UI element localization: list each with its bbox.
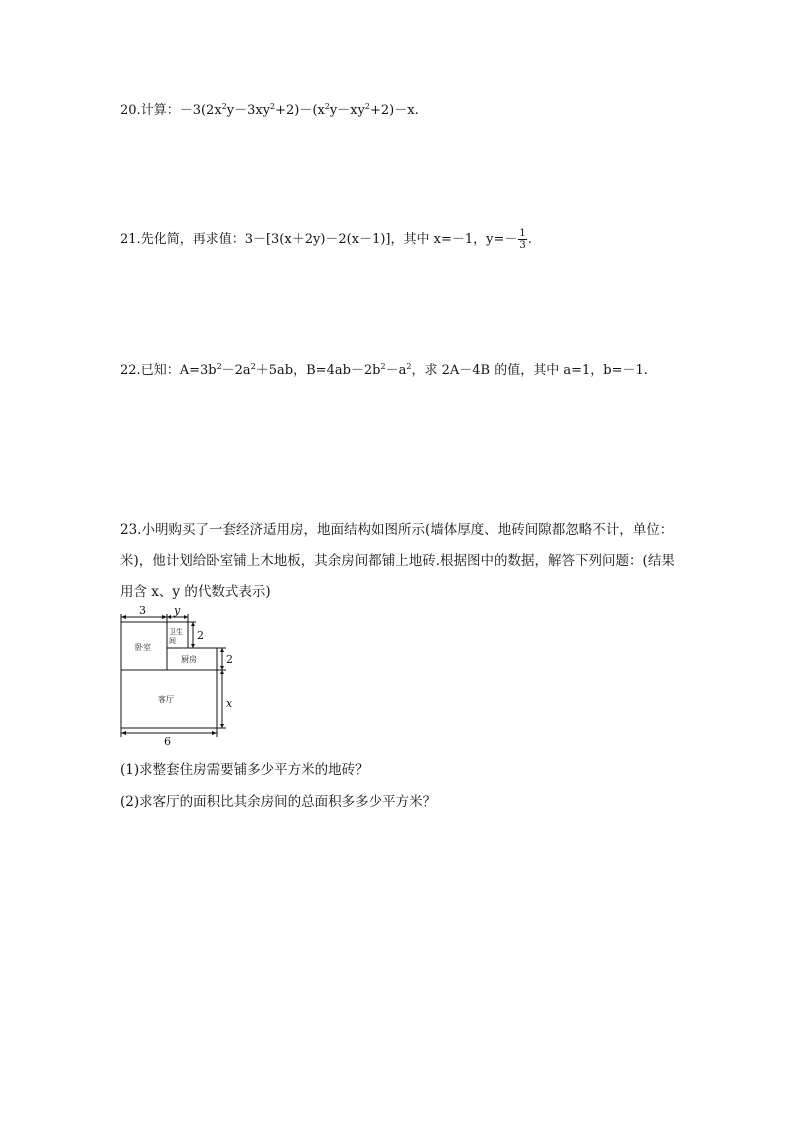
room-label-bath-1: 卫生 (169, 628, 183, 636)
room-label-bedroom: 卧室 (135, 643, 151, 652)
room-label-kitchen: 厨房 (181, 655, 197, 664)
q22-sup-1: 2 (216, 362, 222, 371)
q20-expr-1: －3(2x (179, 103, 222, 118)
question-22 (120, 363, 648, 379)
q20-sup-3: 2 (324, 102, 330, 111)
q20-sup-4: 2 (364, 102, 370, 111)
question-21 (120, 225, 532, 255)
q20-number: 20. (120, 103, 141, 118)
q23-line-3: 用含 x、y 的代数式表示) (120, 584, 271, 600)
dim-label-3: 3 (139, 604, 146, 617)
q20-expr-5: +2)－x. (370, 103, 419, 118)
q22-sup-3: 2 (380, 362, 386, 371)
q20-label: 计算： (140, 103, 180, 118)
q23-line-2: 米)，他计划给卧室铺上木地板，其余房间都铺上地砖.根据图中的数据，解答下列问题：(结果 (120, 553, 675, 569)
dim-label-6: 6 (164, 735, 171, 748)
q21-frac-numerator: 1 (519, 228, 526, 239)
q22-sup-4: 2 (406, 362, 412, 371)
question-20 (120, 103, 419, 119)
dim-label-x: x (226, 697, 233, 710)
q22-number: 22. (120, 363, 141, 378)
q23-subquestion-2: (2)求客厅的面积比其余房间的总面积多多少平方米？ (120, 794, 437, 810)
q20-expr-3: +2)－(x (275, 103, 325, 118)
q22-sup-2: 2 (250, 362, 256, 371)
q23-line-1: 23.小明购买了一套经济适用房，地面结构如图所示(墙体厚度、地砖间隙都忽略不计，单位： (120, 522, 674, 538)
q22-expr-5: ，求 2A－4B 的值，其中 a=1，b=－1. (411, 363, 648, 378)
floor-plan-figure (112, 604, 242, 749)
dim-label-2a: 2 (197, 629, 204, 642)
q21-frac-denominator: 3 (519, 240, 526, 251)
dim-label-y: y (174, 604, 181, 617)
q20-expr-2: y－3xy (226, 103, 271, 118)
q20-sup-2: 2 (270, 102, 276, 111)
q22-expr-3: ＋5ab，B=4ab－2b (255, 363, 381, 378)
q20-expr-4: y－xy (329, 103, 365, 118)
q22-expr-2: －2a (221, 363, 251, 378)
q21-number: 21. (120, 232, 141, 247)
dim-label-2b: 2 (226, 653, 233, 666)
q22-expr-4: －a (385, 363, 407, 378)
q20-sup-1: 2 (221, 102, 227, 111)
room-label-living: 客厅 (158, 695, 174, 704)
room-label-bath-2: 间 (169, 637, 176, 645)
q21-end: . (527, 232, 532, 247)
q23-subquestion-1: (1)求整套住房需要铺多少平方米的地砖？ (120, 762, 369, 778)
q21-fraction (518, 228, 526, 251)
q21-text: 先化简，再求值：3－[3(x＋2y)－2(x－1)]，其中 x=－1，y=－ (140, 232, 518, 247)
q22-expr-1: 已知：A=3b (140, 363, 217, 378)
